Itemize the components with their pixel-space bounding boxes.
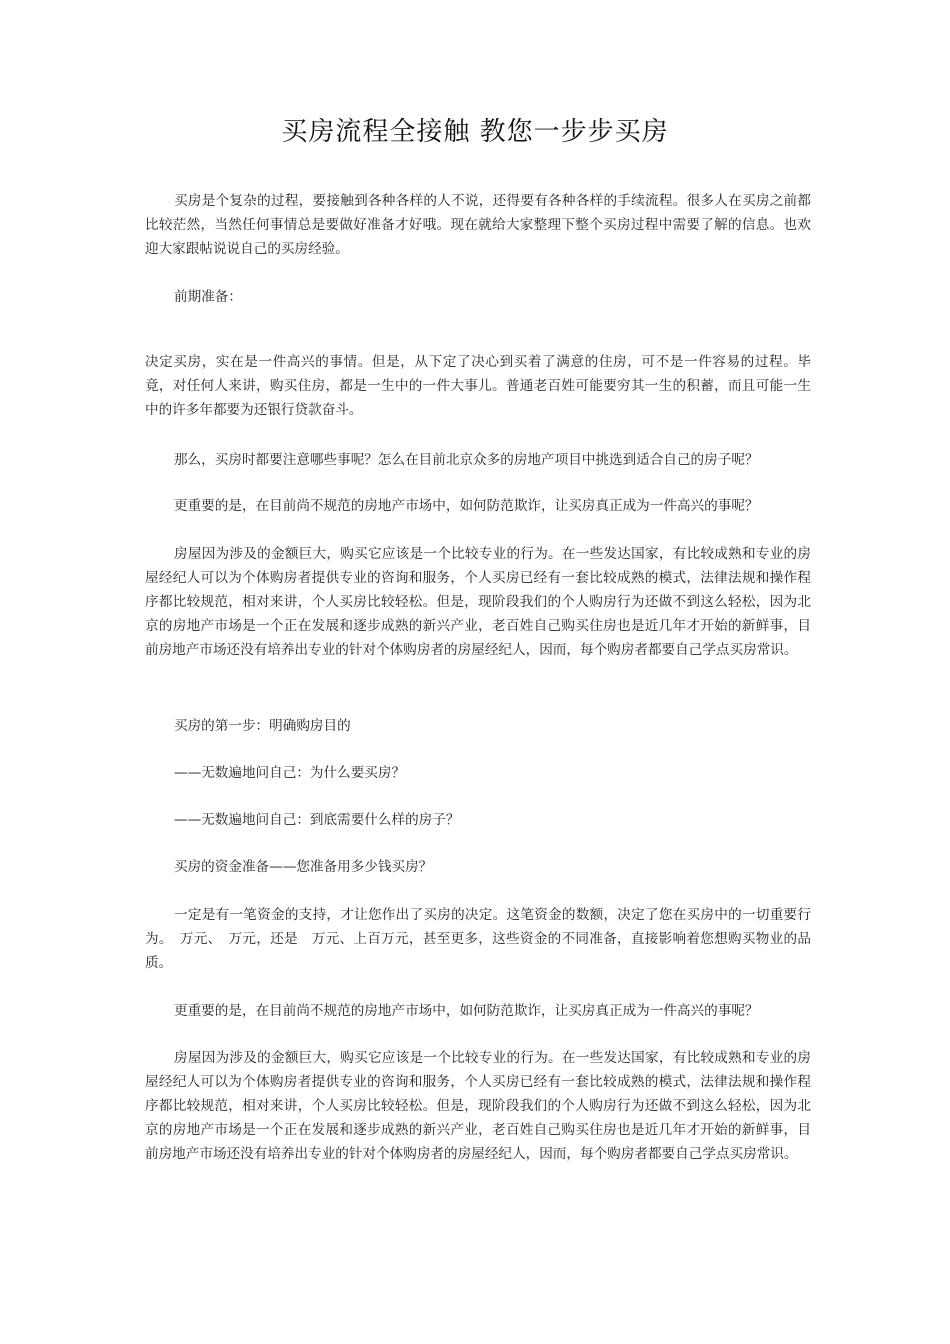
- document-title: 买房流程全接触 教您一步步买房: [281, 117, 669, 147]
- question-what-house: ——无数遍地问自己：到底需要什么样的房子？: [174, 812, 460, 828]
- step-one-heading: 买房的第一步：明确购房目的: [174, 718, 351, 734]
- paragraph-question-fraud: 更重要的是，在目前尚不规范的房地产市场中，如何防范欺诈，让买房真正成为一件高兴的事呢？: [174, 498, 759, 514]
- funding-heading: 买房的资金准备——您准备用多少钱买房？: [174, 859, 433, 875]
- section-heading-preparation: 前期准备：: [174, 289, 242, 305]
- paragraph-question-fraud-repeat: 更重要的是，在目前尚不规范的房地产市场中，如何防范欺诈，让买房真正成为一件高兴的事呢？: [174, 1003, 759, 1019]
- paragraph-professional-behavior: 房屋因为涉及的金额巨大，购买它应该是一个比较专业的行为。在一些发达国家，有比较成熟和专业的房屋经纪人可以为个体购房者提供专业的咨询和服务，个人买房已经有一套比较成熟的模式，法律法规和操作程序都比较规范，相对来讲，个人买房比较轻松。但是，现阶段我们的个人购房行为还做不到这么轻松，因为北京的房地产市场是一个正在发展和逐步成熟的新兴产业，老百姓自己购买住房也是近几年才开始的新鲜事，目前房地产市场还没有培养出专业的针对个体购房者的房屋经纪人，因而，每个购房者都要自己学点买房常识。: [145, 546, 811, 658]
- question-why-buy: ——无数遍地问自己：为什么要买房？: [174, 765, 406, 781]
- paragraph-funding: 一定是有一笔资金的支持，才让您作出了买房的决定。这笔资金的数额，决定了您在买房中的一切重要行为。 万元、 万元，还是 万元、上百万元，甚至更多，这些资金的不同准备，直接影响着您想购买物业的品质。: [145, 907, 811, 971]
- intro-paragraph: 买房是个复杂的过程，要接触到各种各样的人不说，还得要有各种各样的手续流程。很多人在买房之前都比较茫然，当然任何事情总是要做好准备才好哦。现在就给大家整理下整个买房过程中需要了解的信息。也欢迎大家跟帖说说自己的买房经验。: [145, 193, 811, 257]
- paragraph-decision: 决定买房，实在是一件高兴的事情。但是，从下定了决心到买着了满意的住房，可不是一件容易的过程。毕竟，对任何人来讲，购买住房，都是一生中的一件大事儿。普通老百姓可能要穷其一生的积蓄，而且可能一生中的许多年都要为还银行贷款奋斗。: [145, 354, 811, 418]
- paragraph-professional-behavior-repeat: 房屋因为涉及的金额巨大，购买它应该是一个比较专业的行为。在一些发达国家，有比较成熟和专业的房屋经纪人可以为个体购房者提供专业的咨询和服务，个人买房已经有一套比较成熟的模式，法律法规和操作程序都比较规范，相对来讲，个人买房比较轻松。但是，现阶段我们的个人购房行为还做不到这么轻松，因为北京的房地产市场是一个正在发展和逐步成熟的新兴产业，老百姓自己购买住房也是近几年才开始的新鲜事，目前房地产市场还没有培养出专业的针对个体购房者的房屋经纪人，因而，每个购房者都要自己学点买房常识。: [145, 1050, 811, 1162]
- paragraph-question-what-to-note: 那么，买房时都要注意哪些事呢？怎么在目前北京众多的房地产项目中挑选到适合自己的房子呢？: [174, 452, 759, 468]
